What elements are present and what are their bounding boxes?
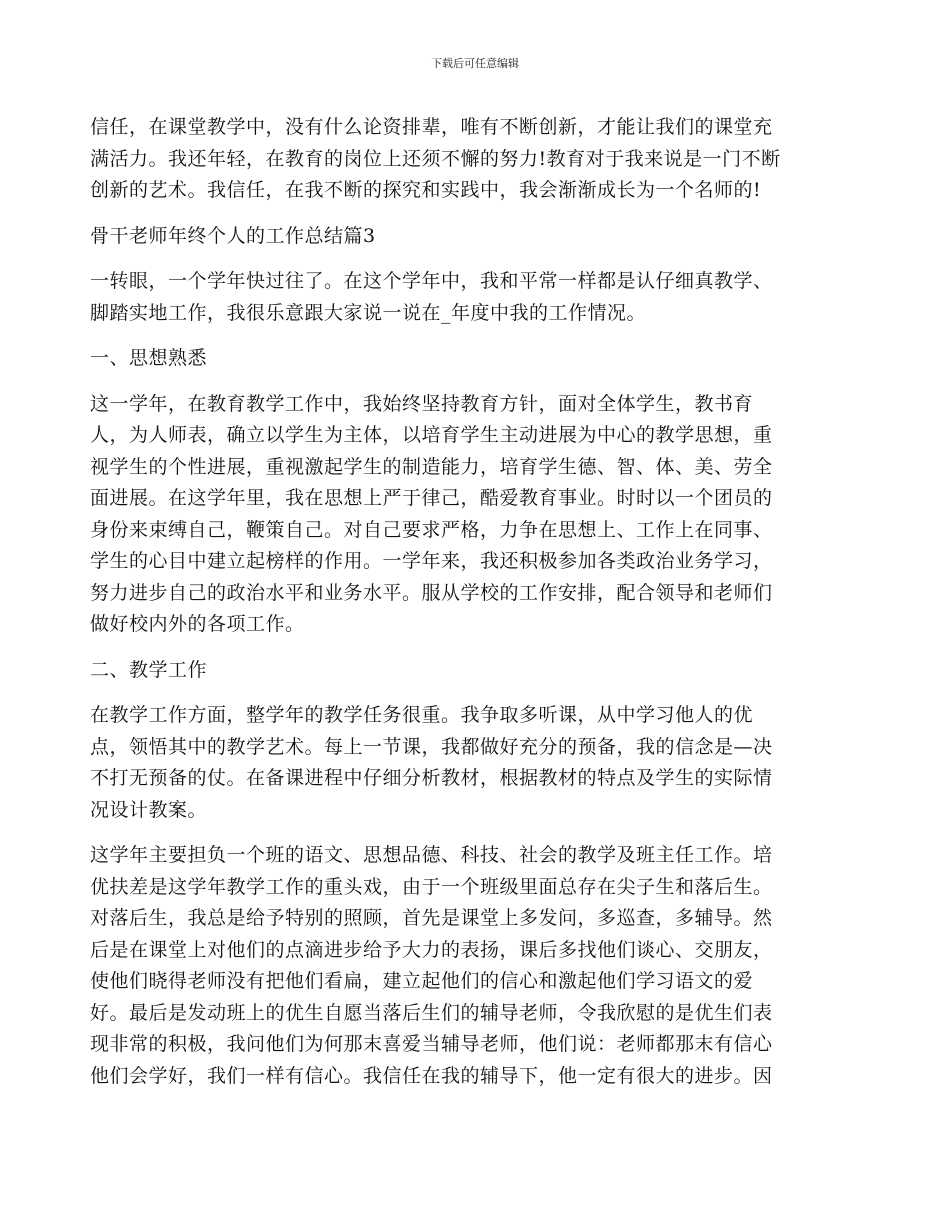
page-header: 下载后可任意编辑 bbox=[431, 57, 519, 70]
paragraph-intro-continuation: 信任，在课堂教学中，没有什么论资排辈，唯有不断创新，才能让我们的课堂充 满活力。我还年轻，在教育的岗位上还须不懈的努力!教育对于我来说是一门不断 创新的艺术。我信任，在我不断的探究和实践中，我会渐渐成长为一个名师的! bbox=[90, 116, 781, 201]
paragraph-thought: 这一学年，在教育教学工作中，我始终坚持教育方针，面对全体学生，教书育 人，为人师表，确立以学生为主体，以培育学生主动进展为中心的教学思想，重 视学生的个性进展，重视激起学生的制造能力，培育学生德、智、体、美、劳全 面进展。在这学年里，我在思想上严于律己，酷爱教育事业。时时以一个团员的 身份来束缚自己，鞭策自己。对自己要求严格，力争在思想上、工作上在同事、 学生的心目中建立起榜样的作用。一学年来，我还积极参加各类政治业务学习， 努力进步自己的政治水平和业务水平。服从学校的工作安排，配合领导和老师们 做好校内外的各项工作。 bbox=[90, 392, 773, 635]
paragraph-teaching-1: 在教学工作方面，整学年的教学任务很重。我争取多听课，从中学习他人的优 点，领悟其中的教学艺术。每上一节课，我都做好充分的预备，我的信念是—决 不打无预备的仗。在备课进程中仔细分析教材，根据教材的特点及学生的实际情 况设计教案。 bbox=[90, 704, 773, 821]
paragraph-teaching-2: 这学年主要担负一个班的语文、思想品德、科技、社会的教学及班主任工作。培 优扶差是这学年教学工作的重头戏，由于一个班级里面总存在尖子生和落后生。 对落后生，我总是给予特别的照顾，首先是课堂上多发问，多巡查，多辅导。然 后是在课堂上对他们的点滴进步给予大力的表扬，课后多找他们谈心、交朋友， 使他们晓得老师没有把他们看扁，建立起他们的信心和激起他们学习语文的爱 好。最后是发动班上的优生自愿当落后生们的辅导老师，令我欣慰的是优生们表 现非常的积极，我问他们为何那末喜爱当辅导老师，他们说：老师都那末有信心 他们会学好，我们一样有信心。我信任在我的辅导下，他一定有很大的进步。因 bbox=[90, 844, 773, 1087]
paragraph-opening: 一转眼，一个学年快过往了。在这个学年中，我和平常一样都是认仔细真教学、 脚踏实地工作，我很乐意跟大家说一说在_年度中我的工作情况。 bbox=[90, 270, 773, 324]
heading-thought: 一、思想熟悉 bbox=[90, 347, 208, 369]
document-body bbox=[90, 112, 870, 1106]
section-title: 骨干老师年终个人的工作总结篇3 bbox=[90, 224, 376, 247]
heading-teaching: 二、教学工作 bbox=[90, 658, 208, 681]
